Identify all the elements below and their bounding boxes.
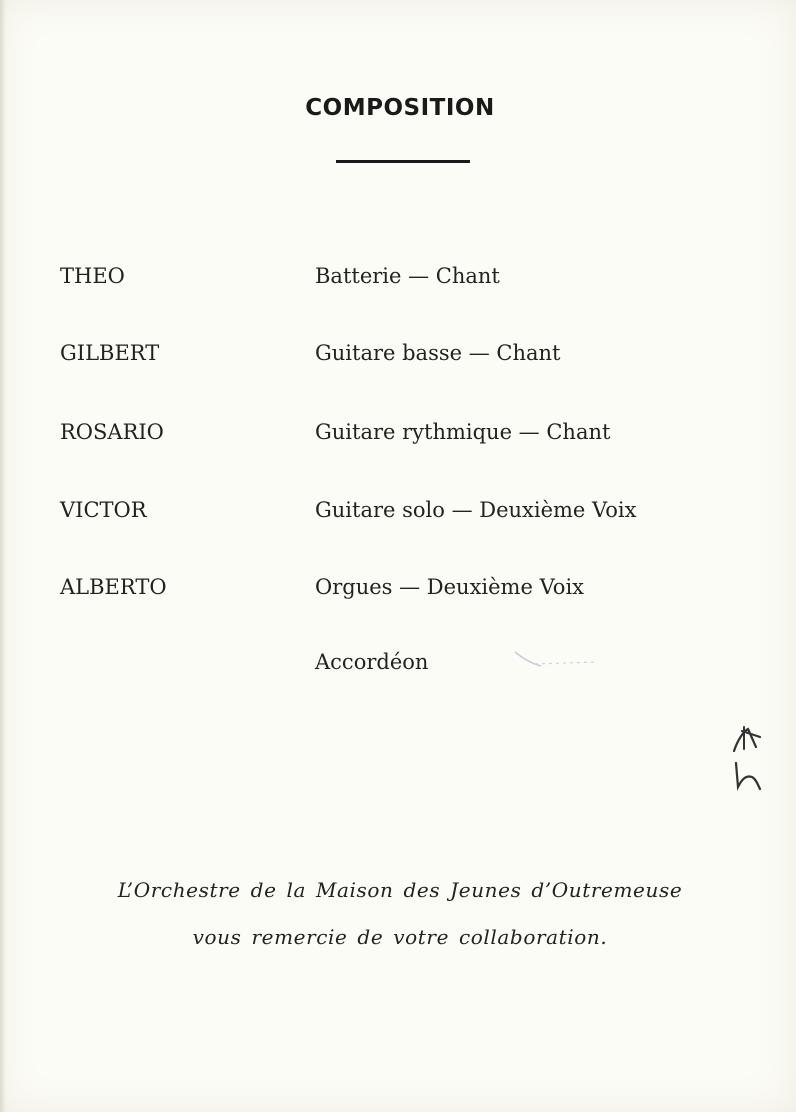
member-row-rosario [0, 420, 796, 460]
handwritten-number-mark [730, 725, 766, 795]
member-name: ROSARIO [60, 420, 164, 444]
member-name: VICTOR [60, 498, 147, 522]
member-row-victor [0, 498, 796, 538]
member-name: GILBERT [60, 341, 160, 365]
member-role: Guitare solo — Deuxième Voix [315, 498, 637, 522]
member-role: Guitare rythmique — Chant [315, 420, 611, 444]
member-role: Orgues — Deuxième Voix [315, 575, 585, 599]
footer-thanks-line-2: vous remercie de votre collaboration. [192, 925, 608, 949]
member-role: Batterie — Chant [315, 264, 500, 288]
footer-thanks-line-1: L’Orchestre de la Maison des Jeunes d’Outremeuse [117, 878, 683, 902]
ink-smudge-mark [505, 642, 625, 682]
extra-role-accordeon: Accordéon [315, 650, 429, 674]
member-row-gilbert [0, 341, 796, 381]
member-role: Guitare basse — Chant [315, 341, 561, 365]
member-row-theo [0, 264, 796, 304]
member-row-alberto [0, 575, 796, 615]
member-name: THEO [60, 264, 125, 288]
member-name: ALBERTO [60, 575, 167, 599]
title-underline [336, 160, 470, 163]
page-title: COMPOSITION [305, 95, 495, 121]
